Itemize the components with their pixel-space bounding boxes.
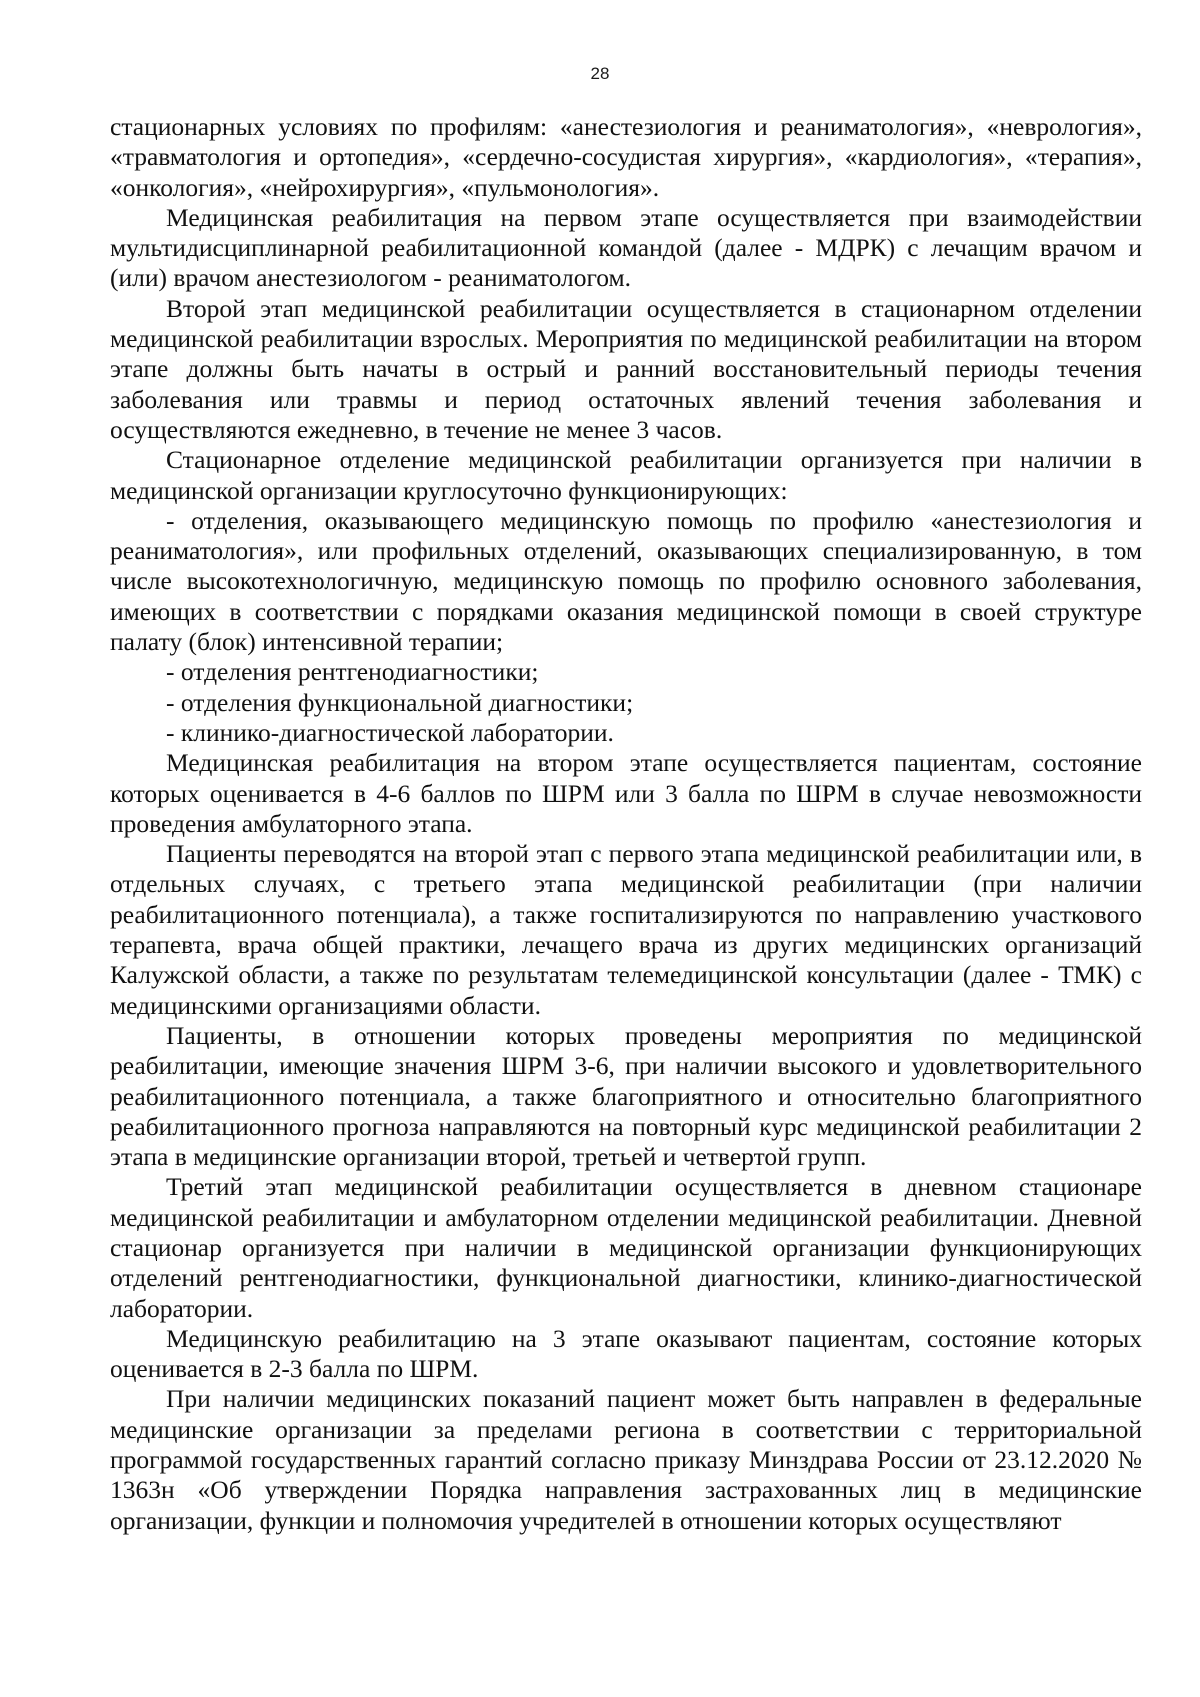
paragraph: Пациенты, в отношении которых проведены мероприятия по медицинской реабилитации, имеющие значения ШРМ 3-6, при наличии высокого и удовлетворительного реабилитационного потенциала, а также благоприятного и относительно благоприятного реабилитационного прогноза направляются на повторный курс медицинской реабилитации 2 этапа в медицинские организации второй, третьей и четвертой групп. [110,1020,1142,1172]
list-item: - клинико-диагностической лаборатории. [166,717,614,747]
list-item: - отделения, оказывающего медицинскую помощь по профилю «анестезиология и реаниматология», или профильных отделений, оказывающих специализированную, в том числе высокотехнологичную, медицинскую помощь по профилю основного заболевания, имеющих в соответствии с порядками оказания медицинской помощи в своей структуре палату (блок) интенсивной терапии; [110,505,1142,657]
paragraph: Пациенты переводятся на второй этап с первого этапа медицинской реабилитации или, в отдельных случаях, с третьего этапа медицинской реабилитации (при наличии реабилитационного потенциала), а также госпитализируются по направлению участкового терапевта, врача общей практики, лечащего врача из других медицинских организаций Калужской области, а также по результатам телемедицинской консультации (далее - ТМК) с медицинскими организациями области. [110,839,1142,1020]
list-item: - отделения функциональной диагностики; [166,687,634,717]
paragraph: Медицинскую реабилитацию на 3 этапе оказывают пациентам, состояние которых оценивается в 2-3 балла по ШРМ. [110,1323,1142,1384]
paragraph: Второй этап медицинской реабилитации осуществляется в стационарном отделении медицинской реабилитации взрослых. Мероприятия по медицинской реабилитации на втором этапе должны быть начаты в острый и ранний восстановительный периоды течения заболевания или травмы и период остаточных явлений течения заболевания и осуществляются ежедневно, в течение не менее 3 часов. [110,293,1142,444]
list-item: - отделения рентгенодиагностики; [166,657,539,687]
document-body [110,112,1142,1536]
paragraph: Медицинская реабилитация на первом этапе осуществляется при взаимодействии мультидисциплинарной реабилитационной командой (далее - МДРК) с лечащим врачом и (или) врачом анестезиологом - реаниматологом. [110,202,1142,293]
paragraph: стационарных условиях по профилям: «анестезиология и реаниматология», «неврология», «травматология и ортопедия», «сердечно-сосудистая хирургия», «кардиология», «терапия», «онкология», «нейрохирургия», «пульмонология». [110,112,1142,202]
paragraph: Стационарное отделение медицинской реабилитации организуется при наличии в медицинской организации круглосуточно функционирующих: [110,445,1142,505]
paragraph: Медицинская реабилитация на втором этапе осуществляется пациентам, состояние которых оценивается в 4-6 баллов по ШРМ или 3 балла по ШРМ в случае невозможности проведения амбулаторного этапа. [110,748,1142,838]
page-number: 28 [590,64,610,83]
paragraph: Третий этап медицинской реабилитации осуществляется в дневном стационаре медицинской реабилитации и амбулаторном отделении медицинской реабилитации. Дневной стационар организуется при наличии в медицинской организации функционирующих отделений рентгенодиагностики, функциональной диагностики, клинико-диагностической лаборатории. [110,1172,1142,1323]
paragraph: При наличии медицинских показаний пациент может быть направлен в федеральные медицинские организации за пределами региона в соответствии с территориальной программой государственных гарантий согласно приказу Минздрава России от 23.12.2020 № 1363н «Об утверждении Порядка направления застрахованных лиц в медицинские организации, функции и полномочия учредителей в отношении которых осуществляют [110,1384,1142,1535]
